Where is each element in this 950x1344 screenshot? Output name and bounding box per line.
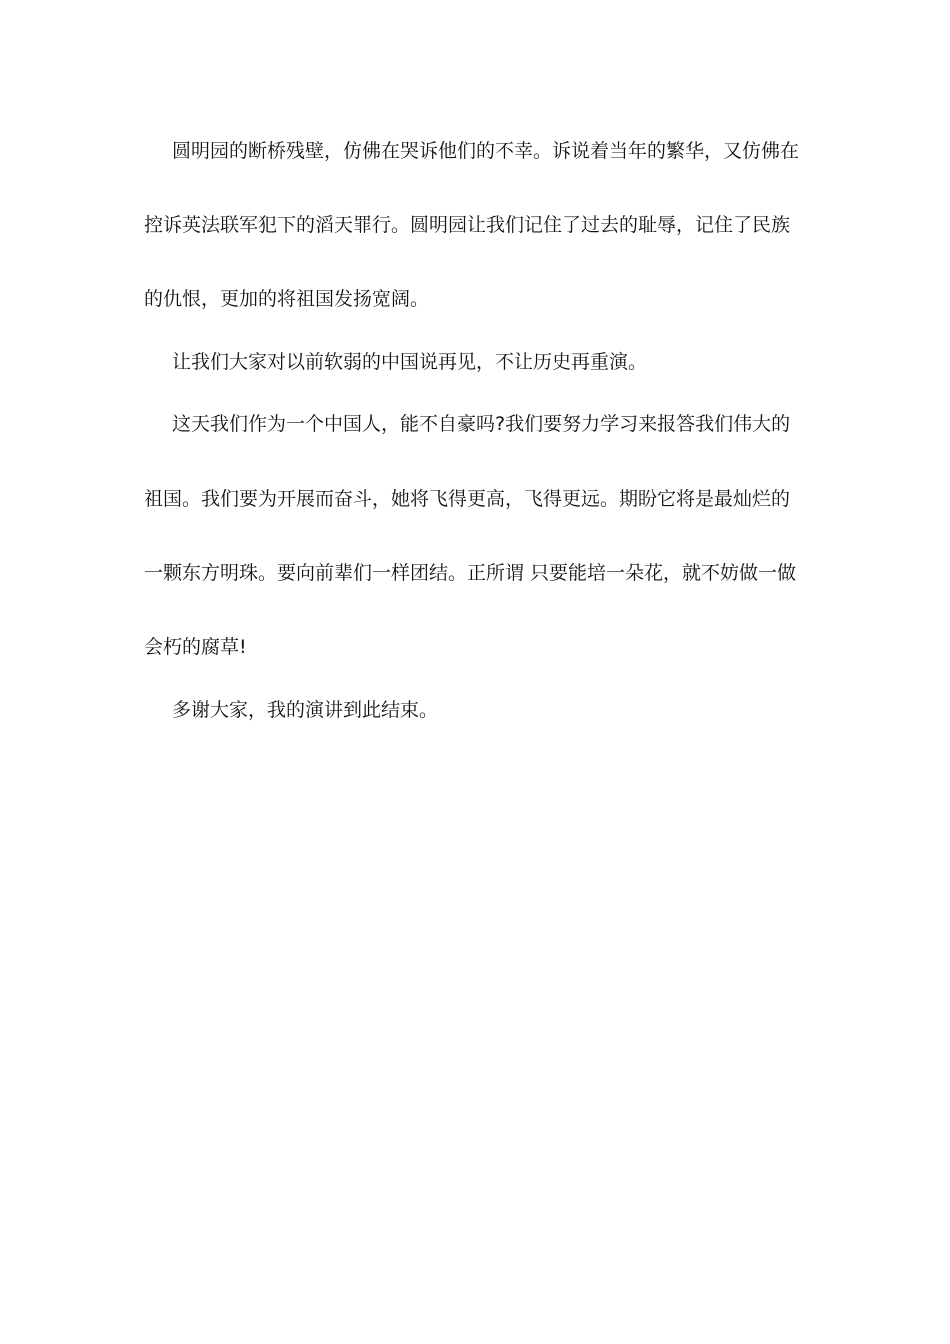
paragraph-2-line-1: 让我们大家对以前软弱的中国说再见，不让历史再重演。: [172, 351, 648, 373]
paragraph-1-line-3: 的仇恨，更加的将祖国发扬宽阔。: [144, 288, 430, 310]
paragraph-4-line-1: 多谢大家，我的演讲到此结束。: [172, 699, 439, 721]
paragraph-1-line-2: 控诉英法联军犯下的滔天罪行。圆明园让我们记住了过去的耻辱，记住了民族: [144, 214, 791, 236]
paragraph-3-line-3: 一颗东方明珠。要向前辈们一样团结。正所谓 只要能培一朵花，就不妨做一做: [144, 562, 797, 584]
paragraph-1-line-1: 圆明园的断桥残壁，仿佛在哭诉他们的不幸。诉说着当年的繁华，又仿佛在: [172, 140, 800, 162]
paragraph-3-line-4: 会朽的腐草!: [144, 636, 247, 658]
paragraph-3-line-2: 祖国。我们要为开展而奋斗，她将飞得更高，飞得更远。期盼它将是最灿烂的: [144, 488, 791, 510]
paragraph-3-line-1: 这天我们作为一个中国人，能不自豪吗?我们要努力学习来报答我们伟大的: [172, 413, 791, 435]
